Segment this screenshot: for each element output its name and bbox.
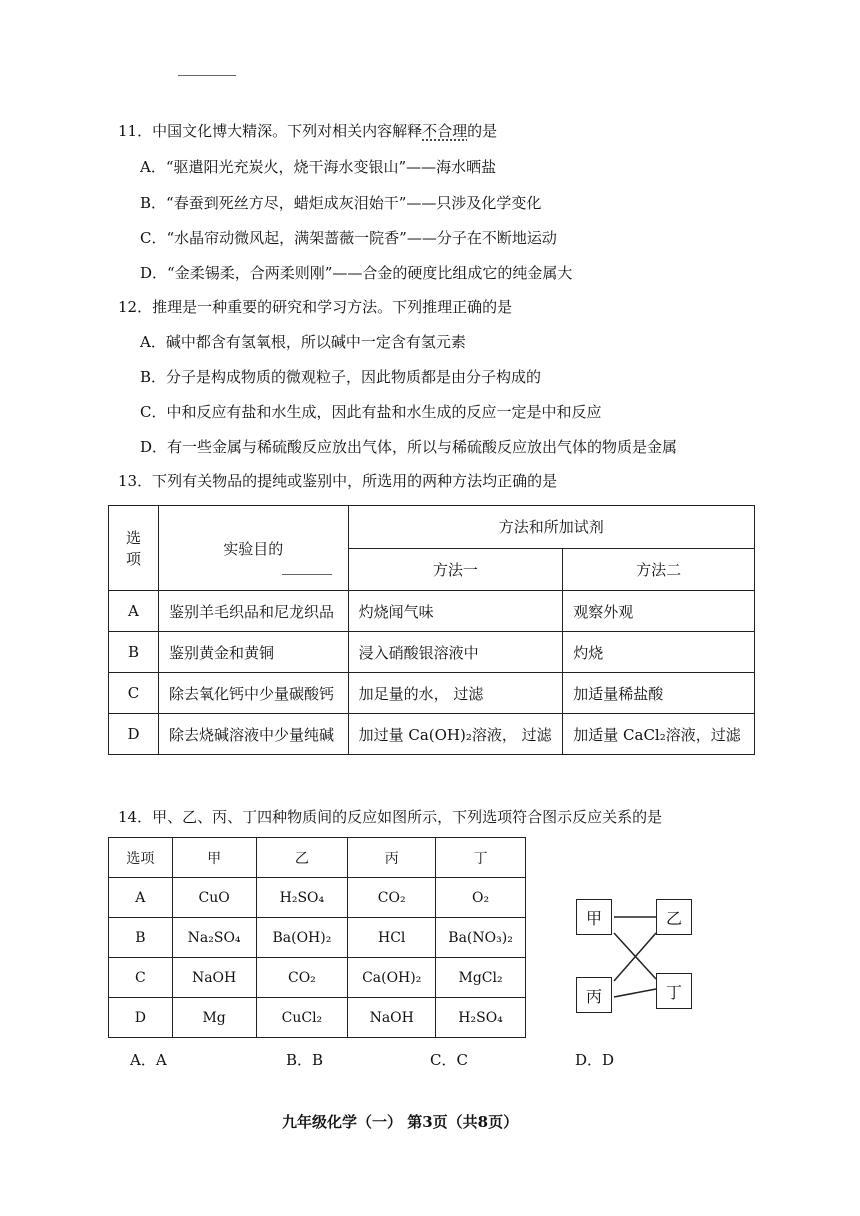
q13-row-b-method2: 灼烧 bbox=[563, 632, 755, 673]
q11-option-b: B．“春蚕到死丝方尽，蜡炬成灰泪始干”——只涉及化学变化 bbox=[140, 194, 542, 212]
q14-row-a-yi: H₂SO₄ bbox=[256, 878, 348, 918]
q13-row-c-option: C bbox=[109, 673, 159, 714]
q14-row-a-bing: CO₂ bbox=[348, 878, 436, 918]
q12-option-c: C．中和反应有盐和水生成，因此有盐和水生成的反应一定是中和反应 bbox=[140, 403, 602, 421]
q13-stem: 13．下列有关物品的提纯或鉴别中，所选用的两种方法均正确的是 bbox=[118, 472, 558, 490]
q13-row-c-method1: 加足量的水， 过滤 bbox=[348, 673, 563, 714]
table-row bbox=[109, 591, 755, 632]
q14-row-c-jia: NaOH bbox=[172, 958, 256, 998]
q13-row-b-purpose: 鉴别黄金和黄铜 bbox=[158, 632, 348, 673]
table-row bbox=[109, 632, 755, 673]
q13-table bbox=[108, 505, 755, 755]
table-row bbox=[109, 673, 755, 714]
line-bing-ding bbox=[614, 989, 656, 997]
q11-option-a: A．“驱遣阳光充炭火，烧干海水变银山”——海水晒盐 bbox=[140, 158, 497, 176]
q14-row-c-option: C bbox=[109, 958, 173, 998]
q13-row-c-purpose: 除去氧化钙中少量碳酸钙 bbox=[158, 673, 348, 714]
q14-row-b-option: B bbox=[109, 918, 173, 958]
q12-option-a: A．碱中都含有氢氧根，所以碱中一定含有氢元素 bbox=[140, 333, 466, 351]
pen-mark-table bbox=[282, 574, 332, 575]
q14-answer-a: A．A bbox=[130, 1051, 167, 1069]
page-footer: 九年级化学（一） 第3页（共8页） bbox=[282, 1113, 519, 1131]
node-yi: 乙 bbox=[656, 899, 692, 935]
q14-row-b-bing: HCl bbox=[348, 918, 436, 958]
q14-row-d-jia: Mg bbox=[172, 998, 256, 1038]
q13-row-a-method1: 灼烧闻气味 bbox=[348, 591, 563, 632]
q13-header-methods: 方法和所加试剂 bbox=[348, 506, 754, 549]
q13-row-b-method1: 浸入硝酸银溶液中 bbox=[348, 632, 563, 673]
q14-header-bing: 丙 bbox=[348, 838, 436, 878]
table-row bbox=[109, 998, 526, 1038]
q14-table bbox=[108, 837, 526, 1038]
q14-row-b-ding: Ba(NO₃)₂ bbox=[436, 918, 526, 958]
q14-row-b-yi: Ba(OH)₂ bbox=[256, 918, 348, 958]
q13-row-b-option: B bbox=[109, 632, 159, 673]
table-row bbox=[109, 958, 526, 998]
q13-row-a-method2: 观察外观 bbox=[563, 591, 755, 632]
q14-answer-b: B．B bbox=[286, 1051, 324, 1069]
node-ding: 丁 bbox=[656, 973, 692, 1009]
q12-option-b: B．分子是构成物质的微观粒子，因此物质都是由分子构成的 bbox=[140, 368, 542, 386]
q14-row-c-ding: MgCl₂ bbox=[436, 958, 526, 998]
q14-row-c-yi: CO₂ bbox=[256, 958, 348, 998]
q14-row-d-option: D bbox=[109, 998, 173, 1038]
q14-row-d-yi: CuCl₂ bbox=[256, 998, 348, 1038]
q13-header-method1: 方法一 bbox=[348, 548, 563, 591]
node-bing: 丙 bbox=[576, 977, 612, 1013]
q13-row-d-option: D bbox=[109, 714, 159, 755]
q14-answer-d: D．D bbox=[575, 1051, 615, 1069]
q14-header-ding: 丁 bbox=[436, 838, 526, 878]
table-row bbox=[109, 878, 526, 918]
q14-row-a-jia: CuO bbox=[172, 878, 256, 918]
q14-row-d-bing: NaOH bbox=[348, 998, 436, 1038]
q13-row-a-purpose: 鉴别羊毛织品和尼龙织品 bbox=[158, 591, 348, 632]
q14-header-yi: 乙 bbox=[256, 838, 348, 878]
q14-row-b-jia: Na₂SO₄ bbox=[172, 918, 256, 958]
pen-mark-top bbox=[178, 75, 236, 76]
q12-stem: 12．推理是一种重要的研究和学习方法。下列推理正确的是 bbox=[118, 298, 513, 316]
q14-row-c-bing: Ca(OH)₂ bbox=[348, 958, 436, 998]
q14-answer-c: C．C bbox=[430, 1051, 468, 1069]
q11-option-d: D．“金柔锡柔，合两柔则刚”——合金的硬度比组成它的纯金属大 bbox=[140, 264, 573, 282]
reaction-diagram bbox=[570, 895, 700, 1020]
q11-stem: 11．中国文化博大精深。下列对相关内容解释不合理的是 bbox=[118, 122, 498, 140]
q13-row-d-method2: 加适量 CaCl₂溶液，过滤 bbox=[563, 714, 755, 755]
q13-row-d-method1: 加过量 Ca(OH)₂溶液， 过滤 bbox=[348, 714, 563, 755]
q14-stem: 14．甲、乙、丙、丁四种物质间的反应如图所示，下列选项符合图示反应关系的是 bbox=[118, 808, 663, 826]
q14-row-d-ding: H₂SO₄ bbox=[436, 998, 526, 1038]
q11-option-c: C．“水晶帘动微风起，满架蔷薇一院香”——分子在不断地运动 bbox=[140, 229, 557, 247]
q13-row-d-purpose: 除去烧碱溶液中少量纯碱 bbox=[158, 714, 348, 755]
q14-row-a-ding: O₂ bbox=[436, 878, 526, 918]
q13-header-option: 选项 bbox=[109, 506, 159, 591]
q13-row-c-method2: 加适量稀盐酸 bbox=[563, 673, 755, 714]
q13-header-purpose: 实验目的 bbox=[158, 506, 348, 591]
q13-row-a-option: A bbox=[109, 591, 159, 632]
table-row bbox=[109, 918, 526, 958]
q14-header-option: 选项 bbox=[109, 838, 173, 878]
node-jia: 甲 bbox=[576, 899, 612, 935]
table-row bbox=[109, 714, 755, 755]
q14-header-jia: 甲 bbox=[172, 838, 256, 878]
q13-header-method2: 方法二 bbox=[563, 548, 755, 591]
q12-option-d: D．有一些金属与稀硫酸反应放出气体，所以与稀硫酸反应放出气体的物质是金属 bbox=[140, 438, 678, 456]
q14-row-a-option: A bbox=[109, 878, 173, 918]
